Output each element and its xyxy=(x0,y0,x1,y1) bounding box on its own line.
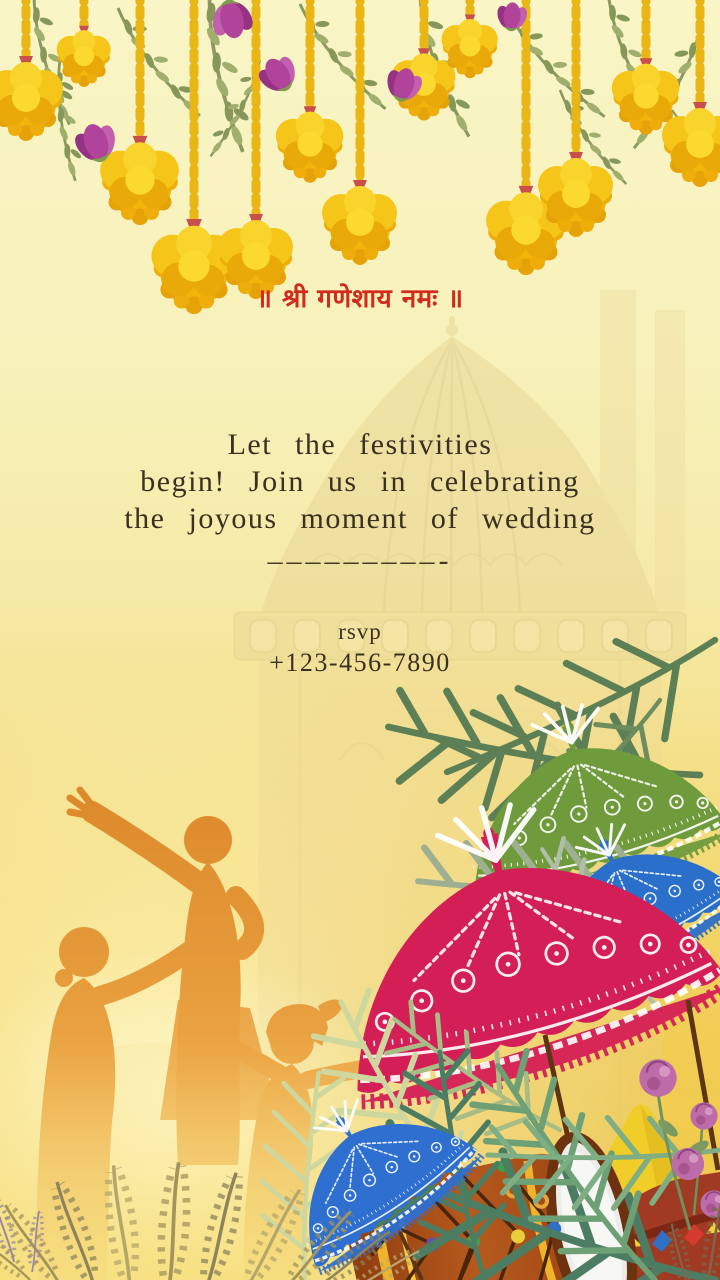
message-line-3: the joyous moment of wedding xyxy=(124,502,596,535)
divider-dashes: –––––––––- xyxy=(267,544,453,577)
invocation-text: ॥ श्री गणेशाय नमः ॥ xyxy=(256,284,464,314)
rsvp-label: rsvp xyxy=(338,619,382,644)
message-line-1: Let the festivities xyxy=(227,428,493,461)
rsvp-phone: +123-456-7890 xyxy=(269,648,451,677)
marigold-garland xyxy=(0,0,720,314)
message-line-2: begin! Join us in celebrating xyxy=(140,465,580,498)
